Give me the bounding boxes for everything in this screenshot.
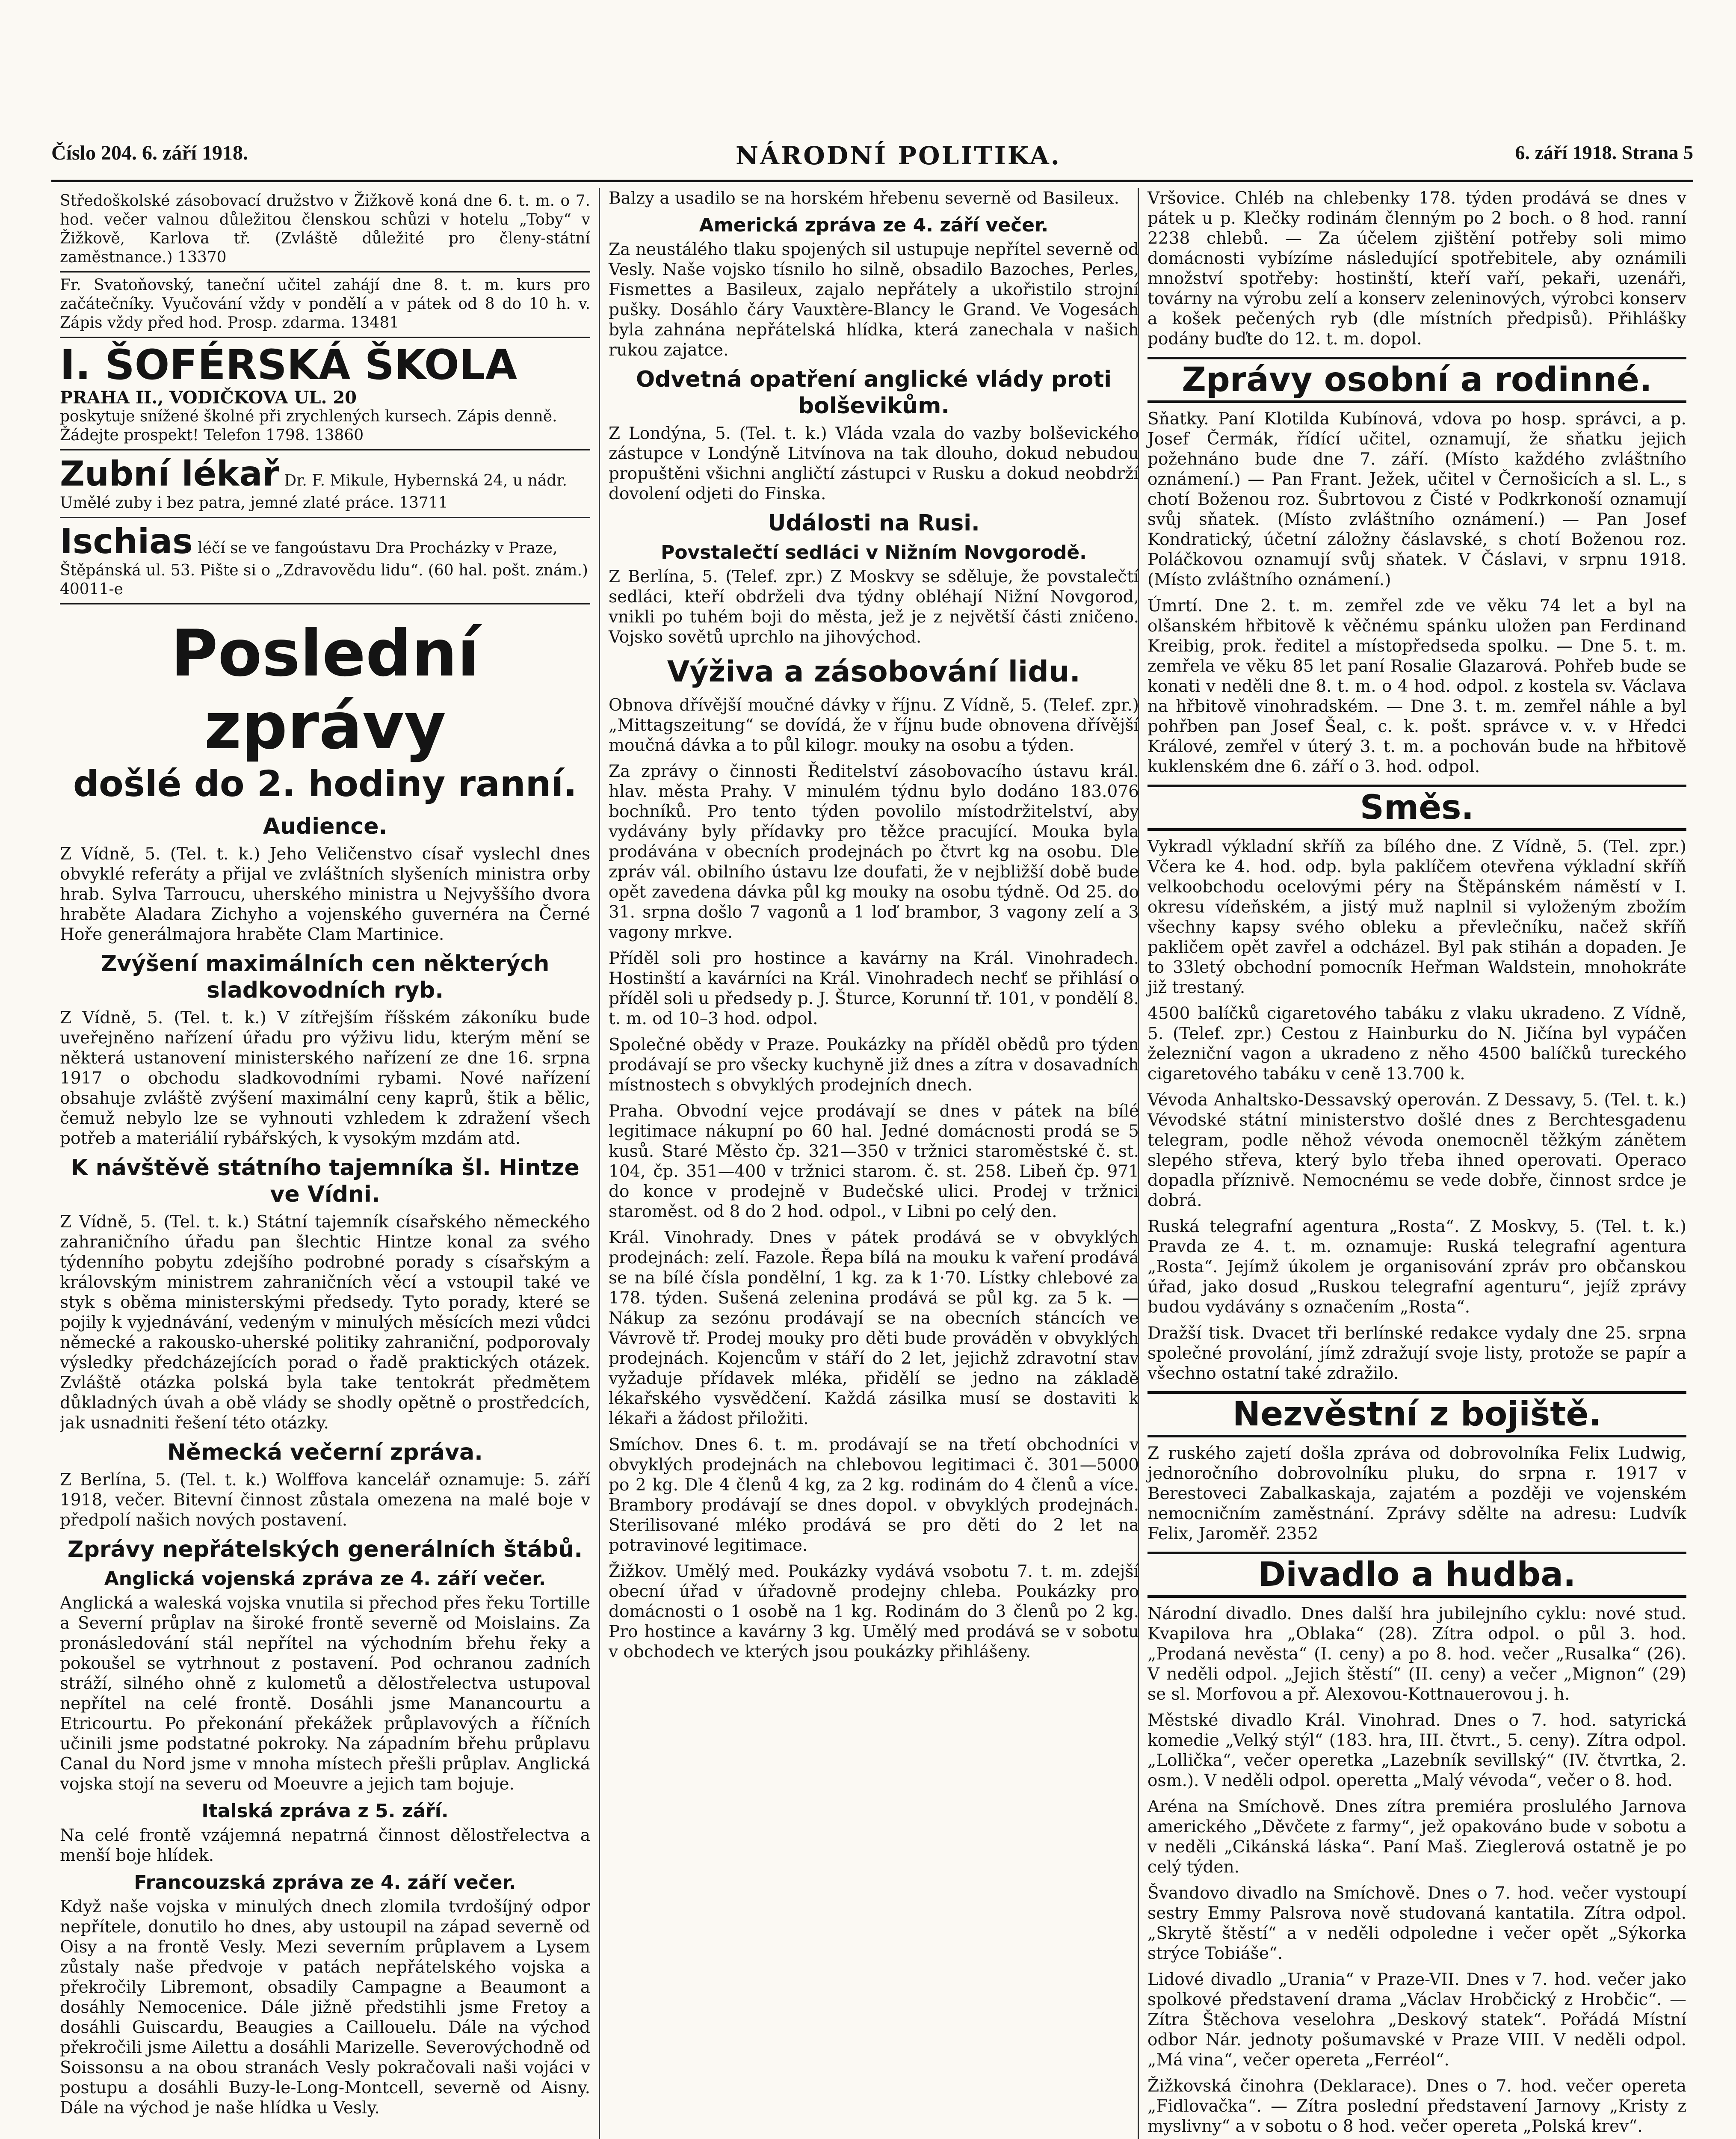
article-misc-4: Ruská telegrafní agentura „Rosta“. Z Moskvy, 5. (Tel. t. k.) Pravda ze 4. t. m. oznamuje: Ruská telegrafní agentura „Rosta“. Jejímž úkolem je organisování zpráv pro občanskou úřad, jako dosud „Ruskou telegrafní agenturu“, jejíž zprávy budou vydávány s označením „Rosta“. — [1147, 1217, 1686, 1317]
article-food-2: Za zprávy o činnosti Ředitelství zásobovacího ústavu král. hlav. města Prahy. V minulém týdnu bylo dodáno 183.076 bochníků. Pro tento týden povolilo místodržitelství, aby vydávány byly přídavky pro těžce pracující. Mouka byla prodávána v obecních prodejnách po čtvrt kg na osobu. Dle zpráv vál. obilního ústavu lze doufati, že v nejbližší době bude opět zavedena dávka půl kg mouky na osobu týdně. Od 25. do 31. srpna došlo 7 vagonů a 1 loď brambor, 3 vagony zelí a 3 vagony mrkve. — [609, 762, 1139, 942]
ad-driving-school-title: I. ŠOFÉRSKÁ ŠKOLA — [60, 341, 517, 389]
article-food-4: Společné obědy v Praze. Poukázky na příděl obědů pro týden prodávají se pro všecky kuchyně již dnes a zítra v dosavadních místnostech s obvyklých prodejních dnech. — [609, 1035, 1139, 1095]
ad-dance-teacher: Fr. Svatoňovský, taneční učitel zahájí dne 8. t. m. kurs pro začátečníky. Vyučování vždy v pondělí a v pátek od 8 do 10 h. v. Zápis vždy před hod. Prosp. zdarma. 13481 — [60, 273, 590, 338]
article-food-3: Příděl soli pro hostince a kavárny na Král. Vinohradech. Hostinští a kavárníci na Král. Vinohradech nechť se přihlásí o příděl soli u předsedy p. J. Šturce, Korunní tř. 101, v pondělí 8. t. m. od 10–3 hod. odpol. — [609, 949, 1139, 1028]
article-theatre-2: Městské divadlo Král. Vinohrad. Dnes o 7. hod. satyrická komedie „Velký stýl“ (183. hra, III. čtvrt., 5. ceny). Zítra odpol. „Lollička“, večer operetka „Lazebník sevillský“ (IV. čtvrtka, 2. osm.). V neděli odpol. operetta „Malý vévoda“, večer o 8. hod. — [1147, 1711, 1686, 1790]
article-weddings: Sňatky. Paní Klotilda Kubínová, vdova po hosp. správci, a p. Josef Čermák, řídící učitel, oznamují, že sňatku jejich požehnáno bude dne 7. září. (Místo každého zvláštního oznámení.) — Pan Frant. Ježek, učitel v Černošicích a sl. L., s chotí Boženou roz. Šubrtovou z Čisté v Podkrkonoší oznamují svůj sňatek. (Místo zvláštního oznámení.) — Pan Josef Kondratický, účetní záložny čáslavské, s chotí Boženou roz. Poláčkovou oznamují svůj sňatek. V Čáslavi, v srpnu 1918. (Místo zvláštního oznámení.) — [1147, 409, 1686, 590]
heading-fish-prices: Zvýšení maximálních cen některých sladkovodních ryb. — [101, 951, 550, 1003]
article-theatre-6: Žižkovská činohra (Deklarace). Dnes o 7. hod. večer opereta „Fidlovačka“. — Zítra poslední představení Jarnovy „Kristy z myslivny“ a v sobotu o 8 hod. večer opereta „Polská krev“. — [1147, 2077, 1686, 2136]
heading-german-report: Německá večerní zpráva. — [167, 1440, 483, 1465]
article-misc-5: Dražší tisk. Dvacet tři berlínské redakce vydaly dne 25. srpna společné provolání, jímž zdražují svoje listy, protože se papír a všechno ostatní také zdražilo. — [1147, 1324, 1686, 1383]
heading-italian-report: Italská zpráva z 5. září. — [201, 1800, 449, 1822]
article-theatre-1: Národní divadlo. Dnes další hra jubilejního cyklu: nové stud. Kvapilova hra „Oblaka“ (28). Zítra odpol. o půl 3. hod. „Prodaná nevěsta“ (I. ceny) a po 8. hod. večer „Rusalka“ (26). V neděli odpol. „Jejich štěstí“ (II. ceny) a večer „Mignon“ (29) se sl. Morfovou a př. Alexovou-Kottnauerovou j. h. — [1147, 1604, 1686, 1704]
article-food-7: Smíchov. Dnes 6. t. m. prodávají se na třetí obchodníci v obvyklých prodejnách na chlebovou legitimaci č. 301—5000 po 2 kg. Dle 4 členů 4 kg, za 2 kg. rodinám do 4 členů a více. Brambory prodávají se dnes dopol. v obvyklých prodejnách. Sterilisované mléko prodává se pro děti do 2 let na potravinové legitimace. — [609, 1435, 1139, 1555]
ad-cooperative: Středoškolské zásobovací družstvo v Žižkově koná dne 6. t. m. o 7. hod. večer valnou důležitou členskou schůzi v hotelu „Toby“ v Žižkově, Karlova tř. (Zvláště důležité pro členy-státní zaměstnance.) 13370 — [60, 188, 590, 273]
article-hintze-visit: Z Vídně, 5. (Tel. t. k.) Státní tajemník císařského německého zahraničního úřadu pan šlechtic Hintze konal za svého týdenního pobytu zdejšího podrobné porady s císařským a královským ministrem zahraničních věcí a vstoupil také ve styk s oběma ministerskými předsedy. Tyto porady, které se pojily k vyjednávání, vedeným v minulých měsících mezi vůdci německé a rakousko-uherské politiky zahraniční, podporovaly výsledky předcházejících porad o řadě praktických otázek. Zvláště otázka polská byla take tentokrát předmětem důkladných úvah a obě vlády se shodly opětně o prostředcích, jak usnadniti řešení této otázky. — [60, 1212, 590, 1433]
article-german-report: Z Berlína, 5. (Tel. t. k.) Wolffova kancelář oznamuje: 5. září 1918, večer. Bitevní činnost zůstala omezena na malé boje v předpolí našich nových postavení. — [60, 1470, 590, 1530]
article-fish-prices: Z Vídně, 5. (Tel. t. k.) V zítřejším říšském zákoníku bude uveřejněno nařízení úřadu pro výživu lidu, kterým mění se některá ustanovení ministerského nařízení ze dne 16. srpna 1917 o obchodu sladkovodními rybami. Nové nařízení obsahuje zvláště zvýšení maximální ceny kaprů, štik a bělic, čemuž nebylo lze se vyhnouti vzhledem k zdražení všech potřeb a materiálií rybářských, k vysokým mzdám atd. — [60, 1008, 590, 1148]
article-italian-report: Na celé frontě vzájemná nepatrná činnost dělostřelectva a menší boje hlídek. — [60, 1826, 590, 1865]
article-continued: Balzy a usadilo se na horském hřebenu severně od Basileux. — [609, 189, 1120, 208]
article-vrsovice: Vršovice. Chléb na chlebenky 178. týden prodává se dnes v pátek u p. Klečky rodinám členným po 2 boch. o 8 hod. ranní 2238 chlebů. — Za účelem zjištění potřeby soli mimo domácnosti vybízíme následující spotřebitele, aby oznámili množství spotřeby: hostinští, kteří vaří, pekaři, uzenáři, továrny na výrobu zelí a konserv zeleninových, výrobci konserv a košek pečených ryb (dle místních předpisů). Přihlášky podány buďte do 12. t. m. dopol. — [1147, 189, 1686, 349]
page-date: 6. září 1918. Strana 5 — [1515, 142, 1693, 163]
article-food-5: Praha. Obvodní vejce prodávají se dnes v pátek na bílé legitimace nákupní po 60 hal. Jedné domácnosti prodá se 5 kusů. Staré Město čp. 321—350 v tržnici staroměstské č. st. 104, čp. 351—400 v tržnici starom. č. st. 258. Libeň čp. 971 do konce v prodejně v Budečské ulici. Prodej v tržnici staroměst. od 8 do 2 hod. odpol., v Libni po celý den. — [609, 1102, 1139, 1221]
article-novgorod: Z Berlína, 5. (Telef. zpr.) Z Moskvy se sděluje, že povstalečtí sedláci, kteří obdrželi dva týdny obléhají Nižní Novgorod, vnikli po tuhém boji do města, jež je z největší části zničeno. Vojsko sovětů uprchlo na jihovýchod. — [609, 567, 1139, 647]
article-food-1: Obnova dřívější moučné dávky v říjnu. Z Vídně, 5. (Telef. zpr.) „Mittagszeitung“ se dovídá, že v říjnu bude obnovena dřívější moučná dávka a to půl kilogr. mouky na osobu a týden. — [609, 696, 1139, 755]
heading-food-supply: Výživa a zásobování lidu. — [667, 655, 1081, 689]
ad-driving-school-text: poskytuje snížené školné při zrychlených kursech. Zápis denně. Žádejte prospekt! Telefon 1798. 13860 — [60, 408, 557, 444]
article-misc-3: Vévoda Anhaltsko-Dessavský operován. Z Dessavy, 5. (Tel. t. k.) Vévodské státní ministerstvo došlé dnes z Berchtesgadenu telegram, podle něhož vévoda onemocněl těžkým zánětem slepého střeva, který bylo třeba ihned operovati. Operaco dopadla příznivě. Nemocnému se vede dobře, činnost srdce je dobrá. — [1147, 1090, 1686, 1210]
heading-bolsheviks: Odvetná opatření anglické vlády proti bolševikům. — [636, 367, 1112, 419]
heading-missing-soldiers: Nezvěstní z bojiště. — [1147, 1391, 1686, 1437]
article-misc-1: Vykradl výkladní skříň za bílého dne. Z Vídně, 5. (Tel. zpr.) Včera ke 4. hod. odp. byla paklíčem otevřena výkladní skříň velkoobchodu ocelovými péry na Štěpánském náměstí v I. okresu vídeňském, a jistý muž naplnil si vyloženým zbožím všechny kapsy svého obleku a převlečníku, načež skříň pakličem opět zavřel a odcházel. Byl pak stihán a dopaden. Je to 33letý obchodní pomocník Heřman Waldstein, mnohokráte již trestaný. — [1147, 837, 1686, 997]
newspaper-title: NÁRODNÍ POLITIKA. — [736, 141, 1061, 170]
heading-english-report: Anglická vojenská zpráva ze 4. září večer. — [104, 1568, 546, 1590]
article-food-8: Žižkov. Umělý med. Poukázky vydává vsobotu 7. t. m. zdejší obecní úřad v úřadovně prodejny chleba. Poukázky pro domácnosti o 1 osobě na 1 kg. Rodinám do 3 členů po 2 kg. Pro hostince a kavárny 3 kg. Umělý med prodává se v sobotu v obchodech ve kterých jsou poukázky přihlášeny. — [609, 1562, 1139, 1662]
article-misc-2: 4500 balíčků cigaretového tabáku z vlaku ukradeno. Z Vídně, 5. (Telef. zpr.) Cestou z Hainburku do N. Jičína byl vypáčen železniční vagon a ukradeno z něho 4500 balíčků tureckého cigaretového tabáku v ceně 13.700 k. — [1147, 1004, 1686, 1084]
section-subtitle: došlé do 2. hodiny ranní. — [73, 763, 577, 805]
heading-personal-news: Zprávy osobní a rodinné. — [1147, 357, 1686, 403]
heading-miscellany: Směs. — [1147, 785, 1686, 831]
heading-french-report: Francouzská zpráva ze 4. září večer. — [134, 1872, 516, 1893]
article-theatre-3: Aréna na Smíchově. Dnes zítra premiéra proslulého Jarnova amerického „Děvčete z farmy“, jež opakováno bude v sobotu a v neděli „Cikánská láska“. Paní Maš. Zieglerová ostatně je po celý týden. — [1147, 1797, 1686, 1877]
article-theatre-4: Švandovo divadlo na Smíchově. Dnes o 7. hod. večer vystoupí sestry Emmy Palsrova nově studovaná kantatila. Zítra odpol. „Skrytě štěstí“ a v neděli odpoledne i večer opět „Sýkorka strýce Tobiáše“. — [1147, 1884, 1686, 1963]
ad-dentist-title: Zubní lékař — [60, 454, 279, 494]
page-header — [51, 141, 1693, 182]
ad-driving-school — [60, 338, 590, 450]
heading-theatre-music: Divadlo a hudba. — [1147, 1552, 1686, 1598]
ad-driving-school-address: PRAHA II., VODIČKOVA UL. 20 — [60, 388, 357, 408]
column-3 — [1138, 188, 1686, 2139]
ad-ischias — [60, 518, 590, 604]
heading-american-report: Americká zpráva ze 4. září večer. — [699, 214, 1049, 236]
article-english-report: Anglická a waleská vojska vnutila si přechod přes řeku Tortille a Severní průplav na široké frontě severně od Moislains. Za pronásledování stál nepřítel na východním břehu řeky a pokoušel se vytrhnout z postavení. Pod ochranou zadních stráží, silného ohně z kulometů a dělostřelectva ustupoval nepřítel na celé frontě. Dosáhli jsme Manancourtu a Etricourtu. Po překonání překážek průplavových a říčních učinili jsme podstatné pokroky. Na západním břehu průplavu Canal du Nord jsme v mnoha místech přešli průplav. Anglická vojska stojí na severu od Moeuvre a jejich tam bojuje. — [60, 1594, 590, 1794]
issue-number: Číslo 204. 6. září 1918. — [51, 142, 248, 164]
ad-dentist — [60, 450, 590, 518]
article-deaths: Úmrtí. Dne 2. t. m. zemřel zde ve věku 74 let a byl na olšanském hřbitově k věčnému spánku uložen pan Ferdinand Kreibig, prok. ředitel a místopředseda spolku. — Dne 5. t. m. zemřela ve věku 85 let paní Rosalie Glazarová. Pohřeb bude se konati v neděli dne 8. t. m. o 4 hod. odpol. z kostela sv. Václava na hřbitově vinohradském. — Dne 3. t. m. zemřel náhle a byl pohřben pan Josef Šeal, c. k. pošt. správce v. v. v Hředci Králové, zemřel v úterý 3. t. m. a pochován bude na hřbitově kuklenském dne 6. září o 3. hod. odpol. — [1147, 596, 1686, 776]
heading-enemy-staffs: Zprávy nepřátelských generálních štábů. — [67, 1537, 583, 1562]
heading-audience: Audience. — [263, 814, 387, 839]
column-2 — [599, 188, 1139, 2139]
ad-ischias-title: Ischias — [60, 521, 193, 561]
article-american-report: Za neustálého tlaku spojených sil ustupuje nepřítel severně od Vesly. Naše vojsko tísnilo ho silně, obsadilo Bazoches, Perles, Fismettes a Basileux, zajalo nepřátely a ukořistilo strojní pušky. Dosáhlo čáry Vauxtère-Blancy le Grand. Ve Vogesách byla zahnána nepřátelská hlídka, která zanechala v našich rukou zajatce. — [609, 240, 1139, 360]
ad-dentist-text: Dr. F. Mikule, Hybernská 24, u nádr. Umělé zuby i bez patra, jemné zlaté práce. 13711 — [60, 472, 567, 512]
heading-russia-events: Události na Rusi. — [768, 510, 980, 536]
heading-novgorod: Povstalečtí sedláci v Nižním Novgorodě. — [661, 542, 1087, 563]
section-title-latest-news: Poslední zprávy — [171, 616, 479, 764]
article-theatre-5: Lidové divadlo „Urania“ v Praze-VII. Dnes v 7. hod. večer jako spolkové představení drama „Václav Hrobčický z Hrobčic“. — Zítra Štěchova veselohra „Deskový statek“. Pořádá Místní odbor Nár. jednoty pošumavské v Praze VIII. V neděli odpol. „Má vina“, večer opereta „Ferréol“. — [1147, 1970, 1686, 2070]
article-food-6: Král. Vinohrady. Dnes v pátek prodává se v obvyklých prodejnách: zelí. Fazole. Řepa bílá na mouku k vaření prodává se na bílé čísla pondělní, 1 kg. za k 1·70. Lístky chlebové za 178. týden. Sušená zelenina prodává se půl kg. za 5 k. — Nákup za sezónu prodávají se na obecních stáncích ve Vávrově tř. Prodej mouky pro děti bude prováděn v obvyklých prodejnách. Kojencům v stáří do 2 let, jejichž zdravotní stav vyžaduje přídavek mléka, přidělí se jedno na základě lékařského vysvědčení. Každá zásilka musí se dostaviti k lékaři a žádost přiložiti. — [609, 1228, 1139, 1428]
ad-ischias-text: léčí se ve fangoústavu Dra Procházky v Praze, Štěpánská ul. 53. Pište si o „Zdravovědu lidu“. (60 hal. pošt. znám.) 40011-e — [60, 539, 588, 598]
column-1 — [60, 188, 590, 2139]
article-bolsheviks: Z Londýna, 5. (Tel. t. k.) Vláda vzala do vazby bolševického zástupce v Londýně Litvínova na tak dlouho, dokud nebudou propuštěni všichni angličtí zástupci v Rusku a dokud neobdrží dovolení odjeti do Finska. — [609, 424, 1139, 504]
heading-hintze-visit: K návštěvě státního tajemníka šl. Hintze ve Vídni. — [71, 1155, 580, 1207]
article-missing: Z ruského zajetí došla zpráva od dobrovolníka Felix Ludwig, jednoročního dobrovolníku pluku, do srpna r. 1917 v Berestoveci Zabalkaskaja, zajatém a později ve vojenském nemocničním zaměstnání. Zprávy sdělte na adresu: Ludvík Felix, Jaroměř. 2352 — [1147, 1444, 1686, 1544]
article-french-report: Když naše vojska v minulých dnech zlomila tvrdošíjný odpor nepřítele, donutilo ho dnes, aby ustoupil na západ severně od Oisy a na frontě Vesly. Mezi severním průplavem a Lysem zůstaly naše předvoje v patách nepřátelského vojska a překročily Libremont, obsadily Campagne a Beaumont a dosáhly Nemocenice. Dále jižně předstihli jsme Fretoy a dosáhli Guiscardu, Beaugies a Caillouelu. Dále na východ překročili jsme Ailettu a dosáhli Marizelle. Severovýchodně od Soissonsu a na obou stranách Vesly pokračovali naši vojáci v postupu a dosáhli Buzy-le-Long-Montcell, severně od Aisny. Dále na východ je naše hlídka u Vesly. — [60, 1897, 590, 2118]
article-audience: Z Vídně, 5. (Tel. t. k.) Jeho Veličenstvo císař vyslechl dnes obvyklé referáty a přijal ve zvláštních slyšeních ministra orby hrab. Sylva Tarroucu, uherského ministra u Nejvyššího dvora hraběte Aladara Zichyho a vojenského guvernéra na Černé Hoře generálmajora hraběte Clam Martinice. — [60, 844, 590, 944]
